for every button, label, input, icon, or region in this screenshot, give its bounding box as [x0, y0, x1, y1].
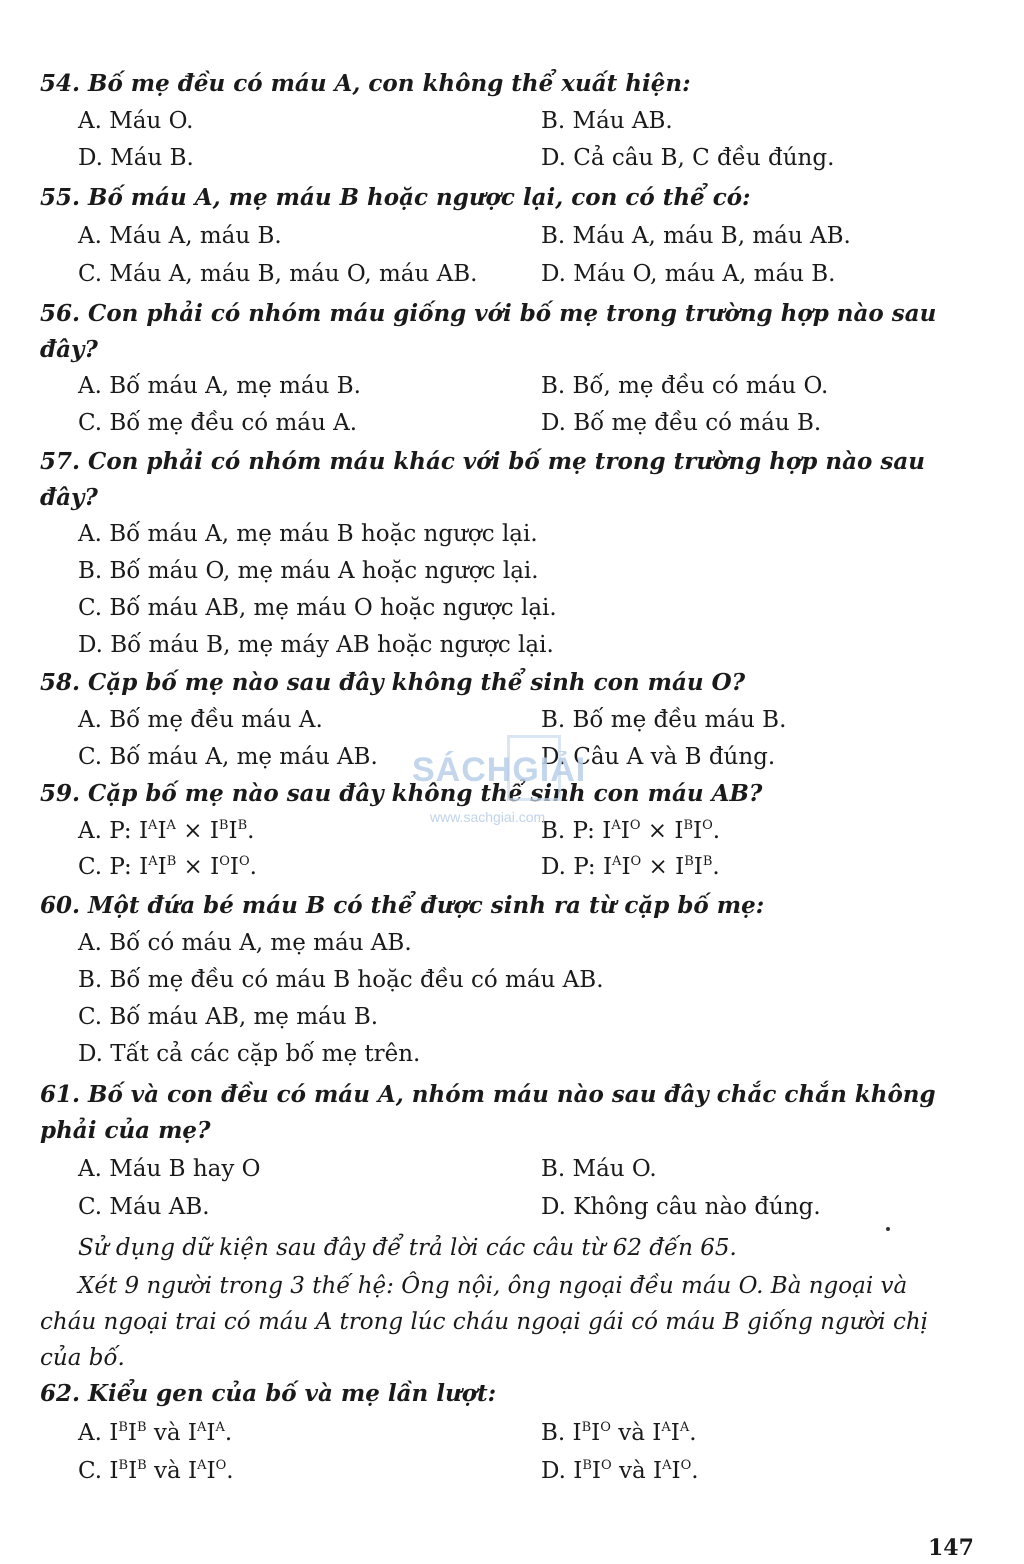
q54-option-c: D. Máu B. [78, 145, 194, 171]
q55-option-b: B. Máu A, máu B, máu AB. [541, 223, 851, 249]
watermark-title: SÁCHGIẢI [412, 751, 587, 789]
q59-option-a: A. P: $I^AI^A \times I^BI^B$. [78, 818, 255, 844]
q55-option-a: A. Máu A, máu B. [78, 223, 282, 249]
q62-option-b: B. $I^BI^O$ và $I^AI^A$. [541, 1420, 697, 1446]
q62-option-a: A. $I^BI^B$ và $I^AI^A$. [78, 1420, 233, 1446]
q56-option-c: C. Bố mẹ đều có máu A. [78, 410, 358, 436]
q54-option-d: D. Cả câu B, C đều đúng. [541, 145, 835, 171]
question-57: 57. Con phải có nhóm máu khác với bố mẹ trong trường hợp nào sau đây? [40, 448, 925, 511]
q59-option-c: C. P: $I^AI^B \times I^OI^O$. [78, 854, 257, 880]
q57-option-d: D. Bố máu B, mẹ máy AB hoặc ngược lại. [78, 632, 554, 658]
question-60: 60. Một đứa bé máu B có thể được sinh ra từ cặp bố mẹ: [40, 892, 765, 919]
watermark-url: www.sachgiai.com [430, 809, 546, 825]
instruction-note: Sử dụng dữ kiện sau đây để trả lời các câu từ 62 đến 65. [78, 1235, 737, 1261]
q54-option-a: A. Máu O. [78, 108, 194, 134]
q56-option-b: B. Bố, mẹ đều có máu O. [541, 373, 829, 399]
q58-option-d: D. Câu A và B đúng. [541, 744, 776, 770]
question-54: 54. Bố mẹ đều có máu A, con không thể xuất hiện: [40, 70, 691, 97]
q57-option-c: C. Bố máu AB, mẹ máu O hoặc ngược lại. [78, 595, 557, 621]
q60-option-a: A. Bố có máu A, mẹ máu AB. [78, 930, 412, 956]
q61-option-c: C. Máu AB. [78, 1194, 210, 1220]
q55-option-c: C. Máu A, máu B, máu O, máu AB. [78, 261, 478, 287]
q60-option-c: C. Bố máu AB, mẹ máu B. [78, 1004, 379, 1030]
q61-option-d: D. Không câu nào đúng. [541, 1194, 821, 1220]
q61-option-a: A. Máu B hay O [78, 1156, 261, 1182]
question-58: 58. Cặp bố mẹ nào sau đây không thể sinh con máu O? [40, 669, 746, 696]
q57-option-a: A. Bố máu A, mẹ máu B hoặc ngược lại. [78, 521, 538, 547]
q62-option-c: C. $I^BI^B$ và $I^AI^O$. [78, 1458, 234, 1484]
q60-option-d: D. Tất cả các cặp bố mẹ trên. [78, 1041, 421, 1067]
question-62: 62. Kiểu gen của bố và mẹ lần lượt: [40, 1380, 497, 1407]
q61-option-b: B. Máu O. [541, 1156, 657, 1182]
ink-speck [886, 1227, 890, 1231]
q60-option-b: B. Bố mẹ đều có máu B hoặc đều có máu AB. [78, 967, 604, 993]
q56-option-a: A. Bố máu A, mẹ máu B. [78, 373, 361, 399]
q59-option-b: B. P: $I^AI^O \times I^BI^O$. [541, 818, 721, 844]
q54-option-b: B. Máu AB. [541, 108, 673, 134]
q58-option-c: C. Bố máu A, mẹ máu AB. [78, 744, 378, 770]
q59-option-d: D. P: $I^AI^O \times I^BI^B$. [541, 854, 720, 880]
q56-option-d: D. Bố mẹ đều có máu B. [541, 410, 822, 436]
q57-option-b: B. Bố máu O, mẹ máu A hoặc ngược lại. [78, 558, 539, 584]
question-55: 55. Bố máu A, mẹ máu B hoặc ngược lại, con có thể có: [40, 184, 751, 211]
scenario-note: Xét 9 người trong 3 thế hệ: Ông nội, ông ngoại đều máu O. Bà ngoại và cháu ngoại trai có máu A trong lúc cháu ngoại gái có máu B giống người chị của bố. [40, 1273, 929, 1371]
question-61: 61. Bố và con đều có máu A, nhóm máu nào sau đây chắc chắn không phải của mẹ? [40, 1081, 936, 1144]
q62-option-d: D. $I^BI^O$ và $I^AI^O$. [541, 1458, 699, 1484]
q58-option-b: B. Bố mẹ đều máu B. [541, 707, 787, 733]
question-56: 56. Con phải có nhóm máu giống với bố mẹ trong trường hợp nào sau đây? [40, 300, 937, 363]
page-number: 147 [928, 1535, 974, 1561]
q58-option-a: A. Bố mẹ đều máu A. [78, 707, 323, 733]
question-59: 59. Cặp bố mẹ nào sau đây không thể sinh con máu AB? [40, 780, 763, 807]
q55-option-d: D. Máu O, máu A, máu B. [541, 261, 836, 287]
